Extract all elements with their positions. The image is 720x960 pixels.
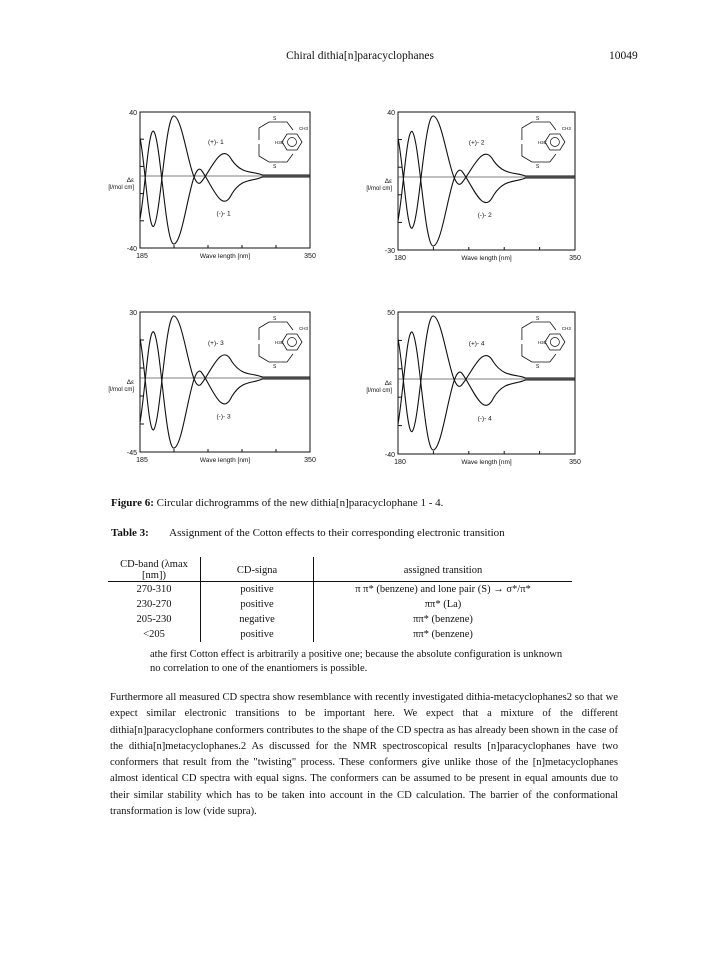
- table-row: [108, 627, 572, 642]
- cd-panel-2: [355, 100, 605, 280]
- plus-label: (+)- 3: [208, 340, 224, 347]
- x-max-label: 350: [304, 457, 316, 464]
- sulfur-label: S: [273, 316, 277, 322]
- methyl-label: H3C: [537, 340, 547, 345]
- minus-label: (-)- 3: [216, 413, 231, 421]
- cell-sign: positive: [201, 582, 314, 598]
- col-header-cd-band: CD-band (λmax [nm]): [108, 557, 201, 582]
- x-min-label: 185: [136, 253, 148, 260]
- cell-band: 270-310: [108, 582, 201, 598]
- bridge-line: [522, 344, 556, 362]
- col-header-cd-sign: CD-signa: [201, 557, 314, 582]
- sulfur-label: S: [273, 116, 277, 122]
- x-min-label: 180: [394, 255, 406, 262]
- cd-spectrum-svg: [100, 100, 350, 280]
- y-min-label: -40: [126, 246, 137, 253]
- methyl-label: H3C: [275, 140, 285, 145]
- bridge-line: [522, 322, 556, 340]
- plot-frame: [140, 112, 310, 248]
- y-min-label: -40: [384, 452, 395, 459]
- table-row: [108, 612, 572, 627]
- x-max-label: 350: [569, 255, 581, 262]
- sulfur-label: S: [273, 364, 277, 370]
- cell-transition: ππ* (benzene): [413, 629, 473, 640]
- running-title: Chiral dithia[n]paracyclophanes: [286, 50, 434, 62]
- y-max-label: 40: [387, 110, 395, 117]
- plus-label: (+)- 2: [468, 139, 485, 147]
- y-axis-label: Δε: [126, 177, 134, 184]
- bridge-line: [259, 344, 293, 362]
- x-min-label: 180: [394, 459, 406, 466]
- minus-label: (-)- 1: [216, 210, 231, 218]
- figure-caption: [111, 497, 443, 509]
- y-max-label: 50: [387, 310, 395, 317]
- minus-label: (-)- 4: [477, 415, 492, 423]
- benzene-ring: [545, 134, 565, 150]
- plot-frame: [398, 312, 575, 454]
- x-min-label: 185: [136, 457, 148, 464]
- page-number: 10049: [609, 50, 638, 62]
- plot-frame: [398, 112, 575, 250]
- benzene-ring: [282, 134, 302, 150]
- bridge-line: [522, 122, 556, 140]
- cell-transition: π π* (benzene) and lone pair (S) → σ*/π*: [355, 584, 531, 595]
- cell-transition: ππ* (benzene): [413, 614, 473, 625]
- bridge-line: [522, 144, 556, 162]
- table-footnote: athe first Cotton effect is arbitrarily a positive one; because the absolute configuration is unknown no correlation to one of the enantiomers is possible.: [150, 649, 563, 674]
- cd-spectrum-svg: [100, 300, 350, 480]
- col-header-transition: assigned transition: [314, 557, 573, 582]
- cell-sign: positive: [201, 597, 314, 612]
- cd-spectrum-svg: [355, 300, 605, 480]
- y-axis-label: Δε: [126, 379, 134, 386]
- plus-label: (+)- 1: [208, 139, 224, 146]
- sulfur-label: S: [273, 164, 277, 170]
- cell-band: 230-270: [108, 597, 201, 612]
- cell-sign: negative: [201, 612, 314, 627]
- x-axis-label: Wave length [nm]: [461, 459, 512, 466]
- y-axis-label: Δε: [384, 178, 392, 185]
- figure-caption-text: Circular dichrogramms of the new dithia[n]paracyclophane 1 - 4.: [156, 497, 444, 509]
- cd-panel-1: [100, 100, 350, 280]
- cell-transition: ππ* (La): [424, 599, 462, 610]
- x-max-label: 350: [304, 253, 316, 260]
- bridge-line: [259, 144, 293, 162]
- methyl-label: CH3: [561, 126, 571, 131]
- y-min-label: -45: [126, 450, 137, 457]
- y-axis-unit: [l/mol cm]: [108, 185, 134, 191]
- x-axis-label: Wave length [nm]: [199, 253, 251, 260]
- table-row: [108, 597, 572, 612]
- y-max-label: 30: [129, 310, 137, 317]
- benzene-ring: [282, 334, 302, 350]
- methyl-label: H3C: [275, 340, 285, 345]
- benzene-ring: [545, 334, 565, 350]
- aromatic-circle: [550, 138, 559, 147]
- cd-panel-3: [100, 300, 350, 480]
- y-max-label: 40: [129, 110, 137, 117]
- bridge-line: [259, 122, 293, 140]
- cd-panel-4: [355, 300, 605, 480]
- y-axis-unit: [l/mol cm]: [366, 186, 392, 192]
- sulfur-label: S: [535, 164, 540, 170]
- x-max-label: 350: [569, 459, 581, 466]
- cell-sign: positive: [201, 627, 314, 642]
- cell-band: 205-230: [108, 612, 201, 627]
- methyl-label: CH3: [299, 126, 309, 131]
- bridge-line: [259, 322, 293, 340]
- table-header-row: [108, 557, 572, 582]
- y-min-label: -30: [384, 248, 395, 255]
- x-axis-label: Wave length [nm]: [461, 255, 512, 262]
- aromatic-circle: [550, 338, 559, 347]
- sulfur-label: S: [535, 364, 540, 370]
- table-caption: [111, 527, 505, 539]
- table-caption-text: Assignment of the Cotton effects to their corresponding electronic transition: [169, 527, 505, 539]
- y-axis-label: Δε: [384, 380, 392, 387]
- cd-spectrum-svg: [355, 100, 605, 280]
- methyl-label: CH3: [299, 326, 309, 331]
- minus-label: (-)- 2: [477, 212, 492, 220]
- sulfur-label: S: [535, 116, 540, 122]
- aromatic-circle: [288, 338, 297, 347]
- figure-label: Figure 6:: [111, 497, 154, 509]
- aromatic-circle: [288, 138, 297, 147]
- table-row: [108, 582, 572, 598]
- y-axis-unit: [l/mol cm]: [108, 387, 134, 393]
- sulfur-label: S: [535, 316, 540, 322]
- plot-frame: [140, 312, 310, 452]
- y-axis-unit: [l/mol cm]: [366, 388, 392, 394]
- cell-band: <205: [108, 627, 201, 642]
- methyl-label: CH3: [561, 326, 571, 331]
- table-label: Table 3:: [111, 527, 149, 539]
- assignment-table: [108, 557, 572, 642]
- methyl-label: H3C: [537, 140, 547, 145]
- body-paragraph: Furthermore all measured CD spectra show resemblance with recently investigated dithia-metacyclophanes2 so that we expect similar electronic transitions to be important here. We expect that a mixture of the different dithia[n]paracyclophane conformers contributes to the shape of the CD spectra as has already been shown in the case of the dithia[n]metacyclophanes.2 As discussed for the NMR spectroscopical results [n]paracyclophanes have two conformers that result from the "twisting" process. These conformers give unlike those of the [n]metacyclophanes almost identical CD spectra with equal signs. The conformers can be assumed to be present in equal amounts due to their similar stability which has to be taken into account in the CD calculation. The barrier of the conformational transformation is low (vide supra).: [110, 692, 618, 818]
- x-axis-label: Wave length [nm]: [199, 457, 251, 464]
- plus-label: (+)- 4: [468, 340, 485, 348]
